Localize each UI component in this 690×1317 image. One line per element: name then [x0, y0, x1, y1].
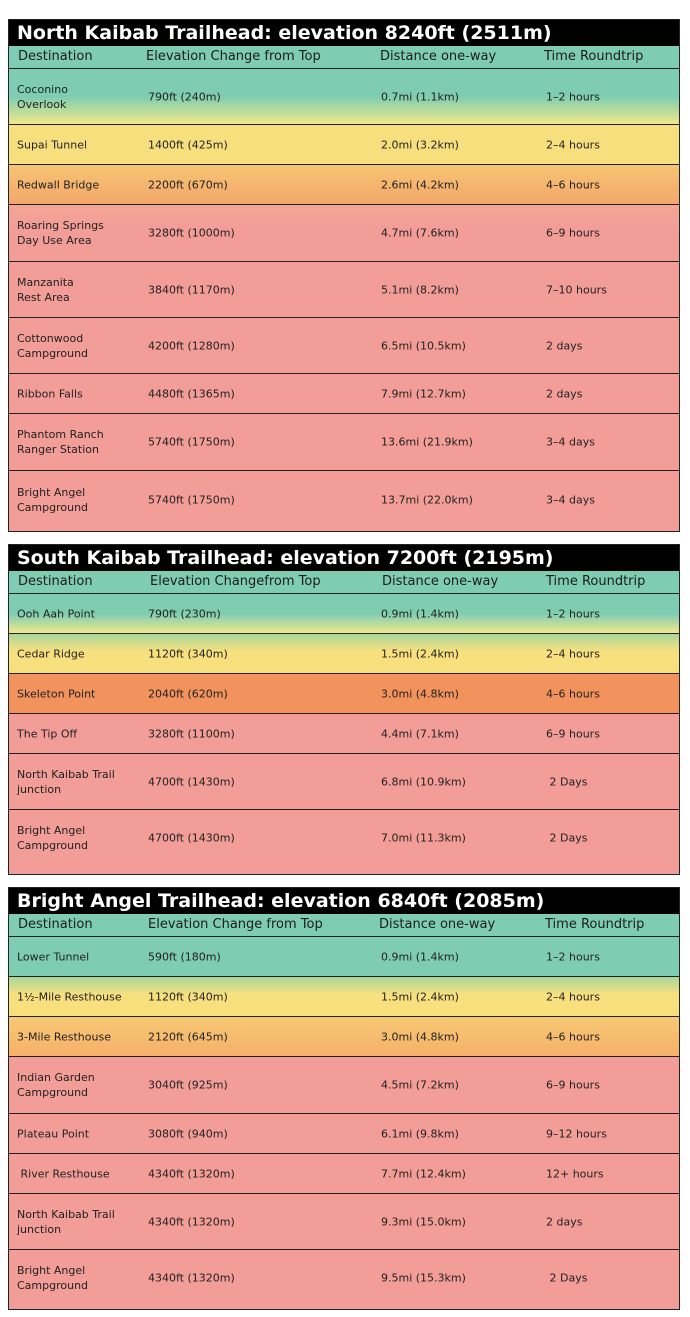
table-row [9, 937, 679, 977]
distance-cell: 13.7mi (22.0km) [381, 493, 473, 506]
destination-cell: Redwall Bridge [17, 178, 100, 191]
distance-cell: 0.7mi (1.1km) [381, 90, 459, 103]
destination-cell: Cedar Ridge [17, 647, 85, 660]
section-title: South Kaibab Trailhead: elevation 7200ft (2195m) [9, 545, 679, 571]
table-row [9, 165, 679, 205]
section-title: Bright Angel Trailhead: elevation 6840ft (2085m) [9, 888, 679, 914]
time-cell: 6–9 hours [546, 226, 600, 240]
elevation-cell: 4340ft (1320m) [148, 1215, 235, 1228]
time-cell: 1–2 hours [546, 90, 600, 103]
elevation-cell: 2040ft (620m) [148, 687, 228, 700]
distance-cell: 4.7mi (7.6km) [381, 226, 459, 240]
distance-cell: 2.0mi (3.2km) [381, 138, 459, 151]
distance-cell: 4.5mi (7.2km) [381, 1078, 459, 1092]
table-row [9, 714, 679, 754]
header-destination: Destination [18, 917, 93, 932]
table-row [9, 1057, 679, 1114]
elevation-cell: 3280ft (1000m) [148, 226, 235, 240]
destination-cell: North Kaibab Trail junction [17, 767, 115, 796]
header-elevation: Elevation Change from Top [146, 49, 321, 64]
elevation-cell: 4700ft (1430m) [148, 775, 235, 788]
elevation-cell: 1400ft (425m) [148, 138, 228, 151]
destination-cell: Roaring Springs Day Use Area [17, 219, 104, 247]
header-distance: Distance one-way [380, 49, 497, 64]
elevation-cell: 3040ft (925m) [148, 1078, 228, 1092]
distance-cell: 6.5mi (10.5km) [381, 339, 466, 352]
table-row [9, 1250, 679, 1306]
table-row [9, 318, 679, 374]
elevation-cell: 3080ft (940m) [148, 1127, 228, 1140]
time-cell: 2 Days [546, 1271, 588, 1285]
destination-cell: The Tip Off [17, 727, 78, 740]
table-row [9, 471, 679, 528]
destination-cell: Indian Garden Campground [17, 1071, 95, 1099]
header-distance: Distance one-way [382, 574, 499, 589]
time-cell: 4–6 hours [546, 1030, 600, 1043]
south-kaibab-section [8, 544, 680, 875]
elevation-cell: 4480ft (1365m) [148, 387, 235, 400]
header-time: Time Roundtrip [544, 49, 644, 64]
elevation-cell: 5740ft (1750m) [148, 435, 235, 449]
column-header-row [9, 914, 679, 937]
destination-cell: 3-Mile Resthouse [17, 1030, 111, 1043]
elevation-cell: 4700ft (1430m) [148, 831, 235, 845]
destination-cell: Coconino Overlook [17, 82, 68, 111]
time-cell: 2 days [546, 339, 583, 352]
table-row [9, 754, 679, 810]
destination-cell: Ooh Aah Point [17, 607, 95, 620]
table-row [9, 594, 679, 634]
column-header-row [9, 46, 679, 69]
header-elevation: Elevation Changefrom Top [150, 574, 321, 589]
distance-cell: 2.6mi (4.2km) [381, 178, 459, 191]
section-title: North Kaibab Trailhead: elevation 8240ft (2511m) [9, 20, 679, 46]
table-row [9, 977, 679, 1017]
destination-cell: River Resthouse [17, 1167, 110, 1180]
header-time: Time Roundtrip [546, 574, 646, 589]
table-row [9, 205, 679, 262]
time-cell: 1–2 hours [546, 607, 600, 620]
elevation-cell: 790ft (240m) [148, 90, 221, 103]
distance-cell: 6.8mi (10.9km) [381, 775, 466, 788]
distance-cell: 3.0mi (4.8km) [381, 687, 459, 700]
table-row [9, 125, 679, 165]
elevation-cell: 3280ft (1100m) [148, 727, 235, 740]
table-row [9, 374, 679, 414]
destination-cell: Ribbon Falls [17, 387, 83, 400]
table-row [9, 414, 679, 471]
elevation-cell: 4340ft (1320m) [148, 1271, 235, 1285]
header-time: Time Roundtrip [545, 917, 645, 932]
distance-cell: 7.7mi (12.4km) [381, 1167, 466, 1180]
elevation-cell: 4200ft (1280m) [148, 339, 235, 352]
column-header-row [9, 571, 679, 594]
distance-cell: 7.0mi (11.3km) [381, 831, 466, 845]
time-cell: 7–10 hours [546, 283, 607, 296]
table-row [9, 1194, 679, 1250]
distance-cell: 13.6mi (21.9km) [381, 435, 473, 449]
table-row [9, 69, 679, 125]
elevation-cell: 590ft (180m) [148, 950, 221, 963]
time-cell: 2 days [546, 387, 583, 400]
time-cell: 2 Days [546, 775, 588, 788]
table-row [9, 810, 679, 866]
distance-cell: 0.9mi (1.4km) [381, 950, 459, 963]
time-cell: 2 Days [546, 831, 588, 845]
time-cell: 4–6 hours [546, 687, 600, 700]
elevation-cell: 1120ft (340m) [148, 647, 228, 660]
destination-cell: Bright Angel Campground [17, 824, 89, 852]
distance-cell: 1.5mi (2.4km) [381, 990, 459, 1003]
elevation-cell: 4340ft (1320m) [148, 1167, 235, 1180]
time-cell: 4–6 hours [546, 178, 600, 191]
table-row [9, 1154, 679, 1194]
elevation-cell: 2120ft (645m) [148, 1030, 228, 1043]
header-elevation: Elevation Change from Top [148, 917, 323, 932]
elevation-cell: 5740ft (1750m) [148, 493, 235, 506]
header-destination: Destination [18, 49, 93, 64]
destination-cell: North Kaibab Trail junction [17, 1207, 115, 1236]
time-cell: 2–4 hours [546, 647, 600, 660]
destination-cell: 1½-Mile Resthouse [17, 990, 122, 1003]
distance-cell: 6.1mi (9.8km) [381, 1127, 459, 1140]
table-row [9, 1114, 679, 1154]
destination-cell: Manzanita Rest Area [17, 275, 74, 304]
destination-cell: Cottonwood Campground [17, 331, 89, 360]
time-cell: 1–2 hours [546, 950, 600, 963]
header-distance: Distance one-way [379, 917, 496, 932]
distance-cell: 1.5mi (2.4km) [381, 647, 459, 660]
bright-angel-section [8, 887, 680, 1310]
time-cell: 2–4 hours [546, 138, 600, 151]
destination-cell: Supai Tunnel [17, 138, 88, 151]
distance-cell: 4.4mi (7.1km) [381, 727, 459, 740]
time-cell: 6–9 hours [546, 1078, 600, 1092]
elevation-cell: 1120ft (340m) [148, 990, 228, 1003]
destination-cell: Bright Angel Campground [17, 1264, 89, 1292]
destination-cell: Lower Tunnel [17, 950, 90, 963]
destination-cell: Skeleton Point [17, 687, 96, 700]
table-row [9, 674, 679, 714]
table-row [9, 262, 679, 318]
header-destination: Destination [18, 574, 93, 589]
destination-cell: Plateau Point [17, 1127, 90, 1140]
elevation-cell: 3840ft (1170m) [148, 283, 235, 296]
time-cell: 9–12 hours [546, 1127, 607, 1140]
time-cell: 3–4 days [546, 493, 595, 506]
time-cell: 12+ hours [546, 1167, 604, 1180]
north-kaibab-section [8, 19, 680, 532]
table-row [9, 634, 679, 674]
time-cell: 2–4 hours [546, 990, 600, 1003]
destination-cell: Bright Angel Campground [17, 485, 89, 514]
distance-cell: 5.1mi (8.2km) [381, 283, 459, 296]
destination-cell: Phantom Ranch Ranger Station [17, 428, 104, 456]
distance-cell: 3.0mi (4.8km) [381, 1030, 459, 1043]
distance-cell: 0.9mi (1.4km) [381, 607, 459, 620]
time-cell: 2 days [546, 1215, 583, 1228]
table-row [9, 1017, 679, 1057]
time-cell: 3–4 days [546, 435, 595, 449]
distance-cell: 7.9mi (12.7km) [381, 387, 466, 400]
distance-cell: 9.5mi (15.3km) [381, 1271, 466, 1285]
elevation-cell: 790ft (230m) [148, 607, 221, 620]
elevation-cell: 2200ft (670m) [148, 178, 228, 191]
distance-cell: 9.3mi (15.0km) [381, 1215, 466, 1228]
time-cell: 6–9 hours [546, 727, 600, 740]
